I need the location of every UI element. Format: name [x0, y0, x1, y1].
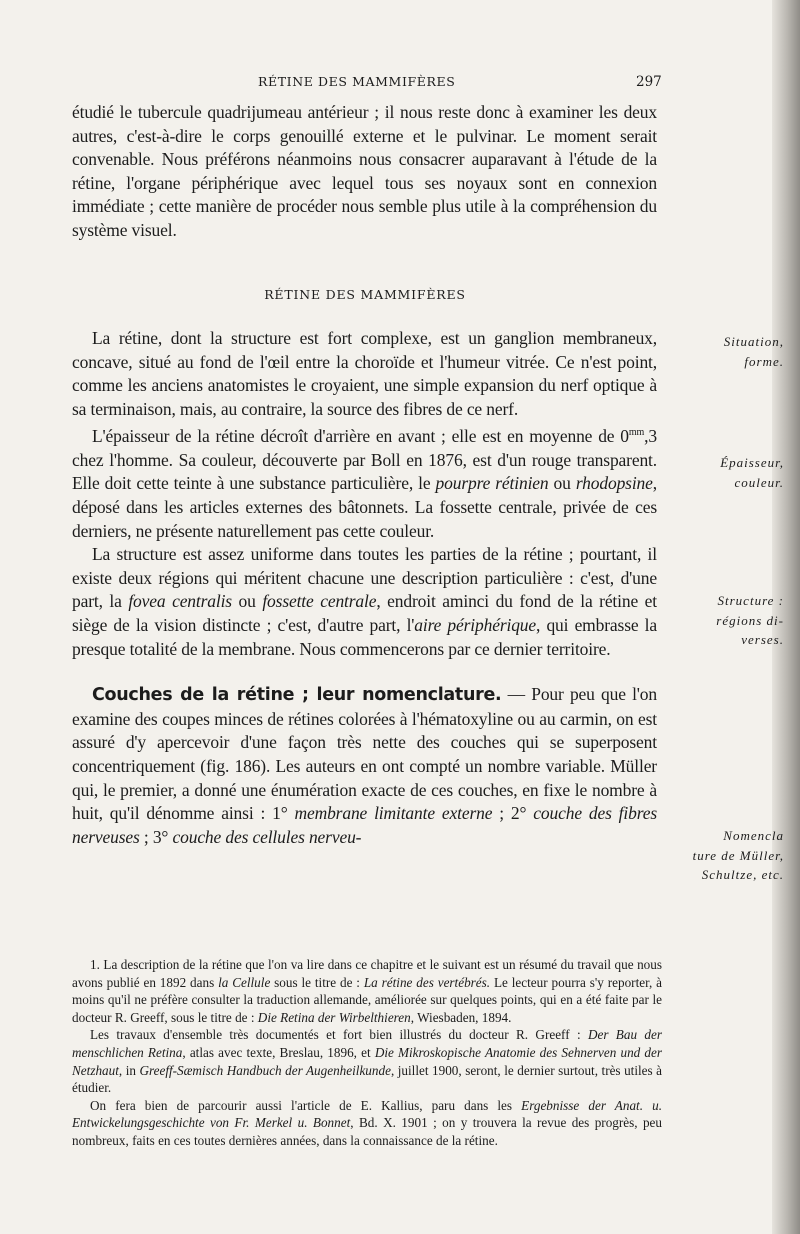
- main-text-block: [72, 327, 657, 849]
- footnote-3: On fera bien de parcourir aussi l'article de E. Kallius, paru dans les Ergebnisse der Anat. u. Entwickelungsgeschichte von Fr. Merkel u. Bonnet, Bd. X. 1901 ; on y trouvera la revue des progrès, peu nombreux, faits en ces toutes dernières années, dans la connaissance de la rétine.: [72, 1097, 663, 1148]
- paragraph-situation: La rétine, dont la structure est fort complexe, est un ganglion membraneux, concave, situé au fond de l'œil entre la choroïde et l'humeur vitrée. Ce n'est point, comme les anciens anatomistes le croyaient, une simple expansion du nerf optique à sa terminaison, mais, au contraire, la source des fibres de ce nerf.: [72, 328, 657, 419]
- footnote-2: Les travaux d'ensemble très documentés et fort bien illustrés du docteur R. Greeff : Der Bau der menschlichen Retina, atlas avec texte, Breslau, 1896, et Die Mikroskopische Anatomie des Sehnerven und der Netzhaut, in Greeff-Sæmisch Handbuch der Augenheilkunde, juillet 1900, seront, le dernier surtout, très utiles à étudier.: [72, 1027, 662, 1096]
- page-number: 297: [636, 74, 662, 90]
- running-header: [0, 72, 800, 96]
- intro-paragraph: étudié le tubercule quadrijumeau antérieur ; il nous reste donc à examiner les deux autres, c'est-à-dire le corps genouillé externe et le pulvinar. Le moment serait convenable. Nous préférons néanmoins nous consacrer auparavant à l'étude de la rétine, l'organe périphérique avec lequel tous ses noyaux sont en connexion immédiate ; cette manière de procéder nous semble plus utile à la compréhension du système visuel.: [72, 102, 657, 240]
- footnotes: [72, 956, 662, 1150]
- paragraph-nomenclature: Couches de la rétine ; leur nomenclature. — Pour peu que l'on examine des coupes minces de rétines colorées à l'hématoxyline ou au carmin, on est assuré d'y apercevoir d'une façon très nette des couches qui se superposent concentriquement (fig. 186). Les auteurs en ont compté un nombre variable. Müller qui, le premier, a donné une énumération exacte de ces couches, en fixe le nombre à huit, qu'il dénomme ainsi : 1° membrane limitante externe ; 2° couche des fibres nerveuses ; 3° couche des cellules nerveu-: [72, 684, 657, 847]
- margin-note-structure: Structure : régions di- verses.: [716, 593, 784, 647]
- margin-note-epaisseur: Épaisseur, couleur.: [720, 455, 784, 490]
- section-heading: RÉTINE DES MAMMIFÈRES: [264, 287, 466, 302]
- paragraph-structure: La structure est assez uniforme dans toutes les parties de la rétine ; pourtant, il existe deux régions qui méritent chacune une description particulière : c'est, d'une part, la fovea centralis ou fossette centrale, endroit aminci du fond de la rétine et siège de la vision distincte ; c'est, d'autre part, l'aire périphérique, qui embrasse la presque totalité de la membrane. Nous commencerons par ce dernier territoire.: [72, 544, 658, 659]
- subsection-heading: Couches de la rétine ; leur nomenclature.: [92, 685, 502, 706]
- footnote-1: 1. La description de la rétine que l'on va lire dans ce chapitre et le suivant est un résumé du travail que nous avons publié en 1892 dans la Cellule sous le titre de : La rétine des vertébrés. Le lecteur pourra s'y reporter, à moins qu'il ne préfère consulter la traduction allemande, améliorée sur quelques points, qui en a été faite par le docteur R. Greeff, sous le titre de : Die Retina der Wirbelthieren, Wiesbaden, 1894.: [72, 957, 662, 1025]
- margin-note-situation: Situation, forme.: [723, 334, 784, 369]
- running-title: RÉTINE DES MAMMIFÈRES: [258, 74, 456, 89]
- paragraph-epaisseur: L'épaisseur de la rétine décroît d'arrière en avant ; elle est en moyenne de $0^{mm},3$ chez l'homme. Sa couleur, découverte par Boll en 1876, est d'un rouge transparent. Elle doit cette teinte à une substance particulière, le pourpre rétinien ou rhodopsine, déposé dans les articles externes des bâtonnets. La fossette centrale, privée de ces derniers, ne présente naturellement pas cette couleur.: [72, 426, 657, 541]
- intro-text-block: [72, 101, 657, 243]
- margin-note-nomenclature: Nomencla ture de Müller, Schultze, etc.: [692, 828, 784, 882]
